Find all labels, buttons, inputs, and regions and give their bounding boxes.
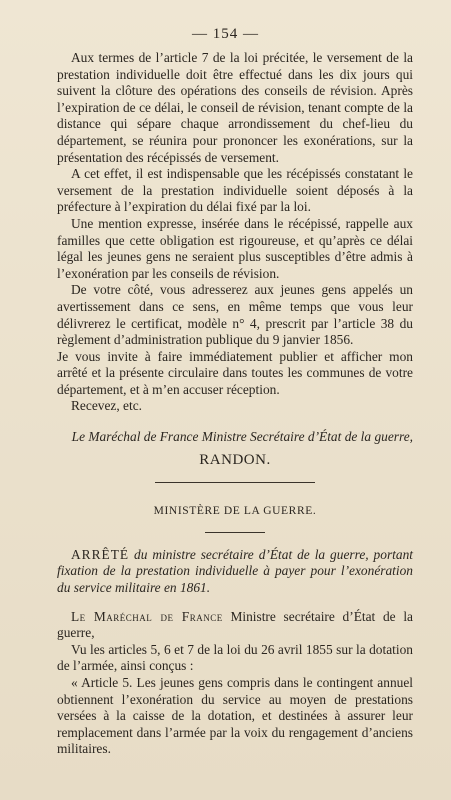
arrete-lead: ARRÊTÉ	[71, 546, 130, 562]
decree-opening	[57, 609, 413, 642]
signature-name: RANDON.	[199, 451, 271, 468]
article-quote: « Article 5. Les jeunes gens compris dans le contingent annuel obtiennent l’exonération du service au moyen de prestations versées à la caisse de la dotation, et destinées à assurer leur remplacement dans l’armée par la voix du rengagement d’anciens militaires.	[57, 675, 413, 757]
paragraph-mention: Une mention expresse, insérée dans le récépissé, rappelle aux familles que cette obligation est rigoureuse, et qu’après ce délai légal les jeunes gens ne seraient plus susceptibles d’être admis à l’exonération par les conseils de révision.	[57, 215, 413, 281]
paragraph-versement: Aux termes de l’article 7 de la loi précitée, le versement de la prestation individuelle doit être effectué dans les dix jours qui suivent la clôture des opérations des conseils de révision. Après l’expiration de ce délai, le conseil de révision, tenant compte de la distance qui sépare chaque arrondissement du chef-lieu du département, se réunira pour prononcer les exonérations, sur la présentation des récépissés de versement.	[57, 50, 413, 165]
paragraph-closing: Recevez, etc.	[71, 398, 142, 414]
decree-opening-rest: Ministre secrétaire d’État de la guerre,	[57, 608, 414, 641]
section-divider	[155, 482, 315, 483]
page-number: — 154 —	[192, 26, 259, 42]
considering-clause: Vu les articles 5, 6 et 7 de la loi du 26 avril 1855 sur la dotation de l’armée, ainsi conçus :	[57, 641, 413, 674]
paragraph-invitation: Je vous invite à faire immédiatement publier et afficher mon arrêté et la présente circulaire dans toutes les communes de votre département, et à m’en accuser réception.	[57, 348, 413, 397]
ministry-heading: MINISTÈRE DE LA GUERRE.	[153, 505, 317, 518]
paragraph-recepisses: A cet effet, il est indispensable que les récépissés constatant le versement de la prestation individuelle soient déposés à la préfecture à l’expiration du délai fixé par la loi.	[57, 166, 413, 215]
spacer	[57, 597, 413, 609]
heading-divider	[205, 532, 265, 533]
page-body	[57, 50, 413, 758]
paragraph-avertissement: De votre côté, vous adresserez aux jeunes gens appelés un avertissement dans ce sens, en même temps que vous leur délivrerez le certificat, modèle n° 4, prescrit par l’article 38 du règlement d’administration publique du 9 janvier 1856.	[57, 282, 413, 348]
decree-opening-caps: Le Maréchal de France	[71, 608, 223, 624]
arrete-title: du ministre secrétaire d’État de la guerre, portant fixation de la prestation individuelle à payer pour l’exonération du service militaire en 1861.	[57, 546, 413, 596]
arrete-heading	[57, 547, 413, 597]
signature-title: Le Maréchal de France Ministre Secrétaire d’État de la guerre,	[71, 429, 413, 445]
